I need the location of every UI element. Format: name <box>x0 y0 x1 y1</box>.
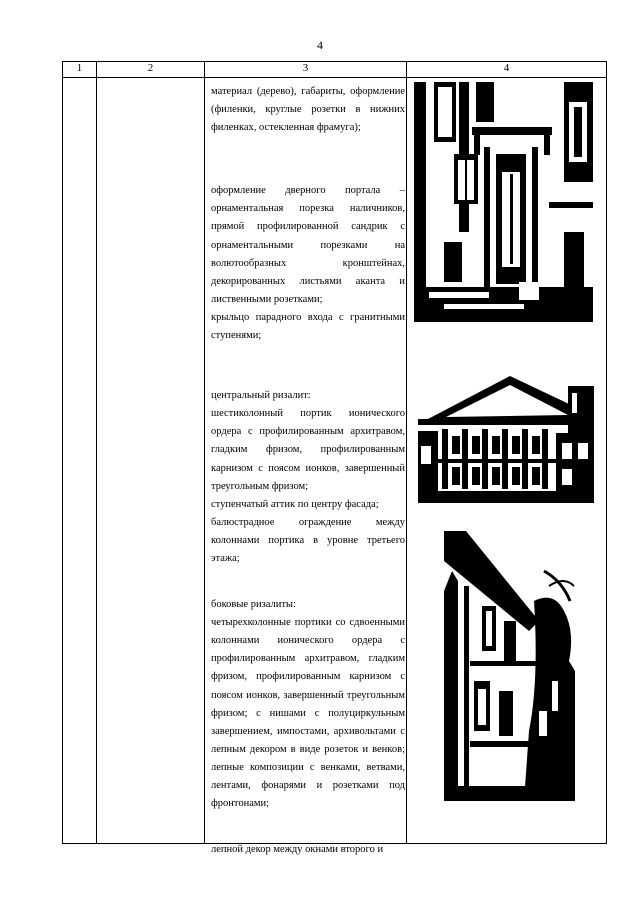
side-risalit-photo <box>444 531 575 801</box>
paragraph-side-risalits: боковые ризалиты: <box>211 599 296 611</box>
column-header-3: 3 <box>302 62 309 74</box>
table-border-col1 <box>96 61 97 844</box>
paragraph-door-portal: оформление дверного портала – орнаментальная порезка наличников, прямой профилированной сандрик с орнаментальными порезками на волютообразных кронштейнах, декорированных листьями аканта и лиственными розетками; <box>211 185 405 305</box>
page-number: 4 <box>317 38 323 52</box>
paragraph-central-risalit: центральный ризалит: <box>211 390 311 402</box>
column-header-4: 4 <box>503 62 510 74</box>
table-header-border <box>62 77 607 78</box>
entrance-portal-photo <box>414 82 593 322</box>
column-header-1: 1 <box>76 62 83 74</box>
paragraph-balustrade: балюстрадное ограждение между колоннами портика в уровне третьего этажа; <box>211 516 405 564</box>
description-column <box>211 83 405 859</box>
table-border-col3 <box>406 61 407 844</box>
paragraph-stucco-decor: лепной декор между окнами второго и <box>211 844 384 856</box>
paragraph-door-material: материал (дерево), габариты, оформление (филенки, круглые розетки в нижних филенках, остекленная фрамуга); <box>211 86 405 134</box>
column-header-2: 2 <box>147 62 154 74</box>
table-border-right <box>606 61 607 844</box>
paragraph-four-column-porticos: четырехколонные портики со сдвоенными колоннами ионического ордера с профилированным архитравом, гладким фризом, профилированным карнизом с поясом ионков, завершенный треугольным фризом; с нишами с полуциркульным завершением, импостами, архивольтами с лепным декором в виде розеток и венков; лепные композиции с венками, ветвами, лентами, фонарями и розетками под фронтонами; <box>211 617 405 810</box>
central-portico-photo <box>418 371 594 503</box>
paragraph-entrance-porch: крыльцо парадного входа с гранитными ступенями; <box>211 311 405 342</box>
table-border-left <box>62 61 63 844</box>
paragraph-six-column-portico: шестиколонный портик ионического ордера с профилированным архитравом, гладким фризом, профилированным карнизом с поясом ионков, завершенный треугольным фризом; <box>211 408 405 492</box>
table-border-col2 <box>204 61 205 844</box>
paragraph-stepped-attic: ступенчатый аттик по центру фасада; <box>211 498 379 510</box>
